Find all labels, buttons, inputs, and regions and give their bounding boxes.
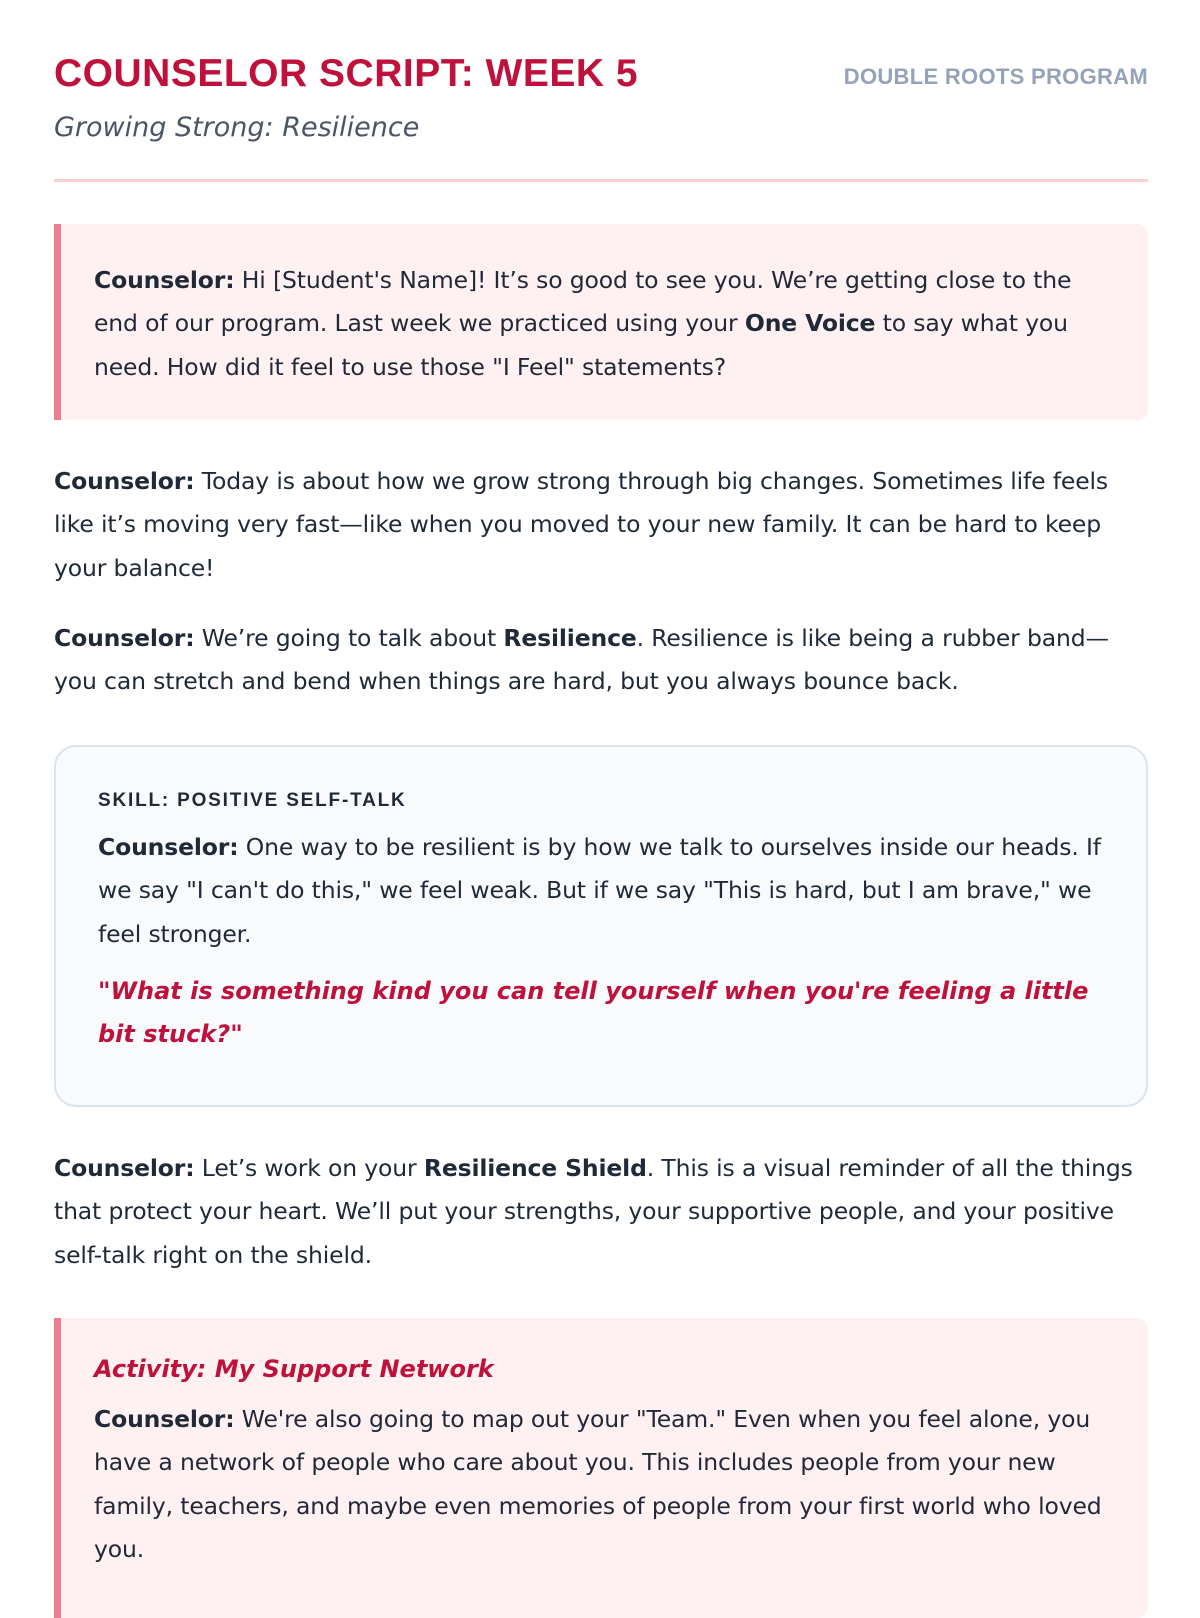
shield-paragraph xyxy=(54,1147,1148,1277)
activity-title: Activity: My Support Network xyxy=(94,1355,494,1383)
page-subtitle: Growing Strong: Resilience xyxy=(54,112,420,143)
shield-section xyxy=(54,1147,1148,1277)
speaker-label: Counselor: xyxy=(98,833,239,861)
activity-paragraph xyxy=(94,1398,1108,1571)
resilience-section xyxy=(54,617,1148,704)
skill-text: One way to be resilient is by how we talk to ourselves inside our heads. If we say "I can't do this," we feel weak. But if we say "This is hard, but I am brave," we feel stronger. xyxy=(98,833,1101,948)
skill-card xyxy=(54,745,1148,1107)
resilience-bold-term: Resilience xyxy=(503,624,637,652)
skill-paragraph xyxy=(98,826,1106,956)
change-text: Today is about how we grow strong through big changes. Sometimes life feels like it’s moving very fast—like when you moved to your new family. It can be hard to keep your balance! xyxy=(54,467,1108,582)
speaker-label: Counselor: xyxy=(54,467,195,495)
activity-text: We're also going to map out your "Team." Even when you feel alone, you have a network of people who care about you. This includes people from your new family, teachers, and maybe even memories of people from your first world who loved you. xyxy=(94,1405,1102,1563)
shield-bold-term: Resilience Shield xyxy=(423,1154,647,1182)
resilience-paragraph xyxy=(54,617,1148,704)
page-title: COUNSELOR SCRIPT: WEEK 5 xyxy=(54,52,639,95)
intro-paragraph xyxy=(94,259,1108,389)
page-header xyxy=(54,0,1148,182)
program-name: DOUBLE ROOTS PROGRAM xyxy=(843,64,1148,89)
change-section xyxy=(54,460,1148,590)
script-page xyxy=(54,0,1148,1563)
intro-bold-term: One Voice xyxy=(744,309,876,338)
skill-heading: SKILL: POSITIVE SELF-TALK xyxy=(98,790,407,811)
shield-text-1: Let’s work on your xyxy=(194,1154,424,1182)
speaker-label: Counselor: xyxy=(54,1154,195,1182)
change-paragraph xyxy=(54,460,1148,590)
speaker-label: Counselor: xyxy=(94,1405,235,1433)
intro-text-2: to say what you need. How did it feel to use those "I Feel" statements? xyxy=(94,309,1068,381)
resilience-text-2: . Resilience is like being a rubber band—you can stretch and bend when things are hard, but you always bounce back. xyxy=(54,624,1109,696)
speaker-label: Counselor: xyxy=(54,624,195,652)
resilience-text-1: We’re going to talk about xyxy=(194,624,504,652)
speaker-label: Counselor: xyxy=(94,266,235,294)
intro-callout xyxy=(54,224,1148,420)
shield-text-2: . This is a visual reminder of all the things that protect your heart. We’ll put your strengths, your supportive people, and your positive self-talk right on the shield. xyxy=(54,1154,1133,1269)
activity-callout xyxy=(54,1318,1148,1618)
skill-question: "What is something kind you can tell yourself when you're feeling a little bit stuck?" xyxy=(98,976,1089,1049)
intro-text-1: Hi [Student's Name]! It’s so good to see you. We’re getting close to the end of our program. Last week we practiced using your xyxy=(94,266,1072,338)
